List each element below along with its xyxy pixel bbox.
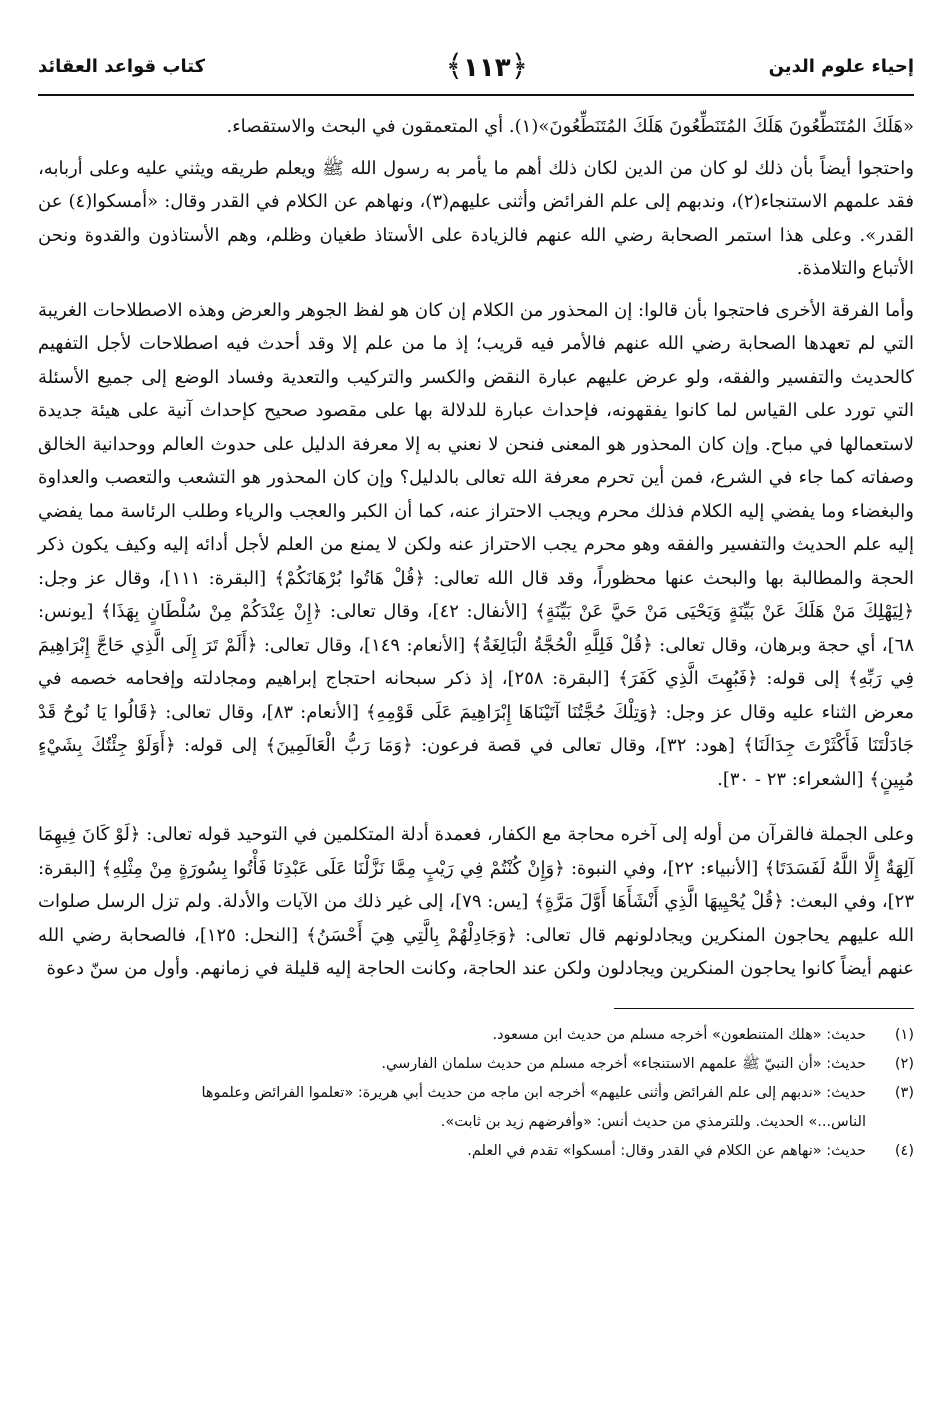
header-divider (38, 94, 914, 96)
footnote-number: (٤) (894, 1142, 914, 1159)
footnote-text: حديث: «ندبهم إلى علم الفرائض وأثنى عليهم» أخرجه ابن ماجه من حديث أبي هريرة: «تعلموا الفرائض وعلموها (201, 1084, 866, 1101)
footnote-3-continuation: الناس...» الحديث. وللترمذي من حديث أنس: «وأفرضهم زيد بن ثابت». (440, 1113, 866, 1130)
footnote-divider (614, 1008, 914, 1009)
page-number-value: ١١٣ (463, 52, 511, 83)
footnote-1 (38, 1021, 914, 1050)
book-title: إحياء علوم الدين (768, 55, 914, 77)
footnote-4 (38, 1137, 914, 1166)
ornament-right-icon: ﴿ (510, 48, 529, 84)
chapter-title: كتاب قواعد العقائد (38, 55, 206, 77)
ornament-left-icon: ﴾ (445, 48, 464, 84)
page-number (445, 49, 528, 84)
paragraph-4: وعلى الجملة فالقرآن من أوله إلى آخره محاجة مع الكفار، فعمدة أدلة المتكلمين في التوحيد قوله تعالى: ﴿لَوْ كَانَ فِيهِمَا آلِهَةٌ إِلَّا اللَّهُ لَفَسَدَتَا﴾ [الأنبياء: ٢٢]، وفي النبوة: ﴿وَإِنْ كُنْتُمْ فِي رَيْبٍ مِمَّا نَزَّلْنَا عَلَى عَبْدِنَا فَأْتُوا بِسُورَةٍ مِنْ مِثْلِهِ﴾ [البقرة: ٢٣]، وفي البعث: ﴿قُلْ يُحْيِيهَا الَّذِي أَنْشَأَهَا أَوَّلَ مَرَّةٍ﴾ [يس: ٧٩]، إلى غير ذلك من الآيات والأدلة. ولم تزل الرسل صلوات الله عليهم يحاجون المنكرين ويجادلونهم قال تعالى: ﴿وَجَادِلْهُمْ بِالَّتِي هِيَ أَحْسَنُ﴾ [النحل: ١٢٥]، فالصحابة رضي الله عنهم أيضاً كانوا يحاجون المنكرين ويجادلون ولكن عند الحاجة، وكانت الحاجة إليه قليلة في زمانهم. وأول من سنّ دعوة (38, 824, 915, 979)
footnote-number: (١) (894, 1026, 914, 1043)
footnote-number: (٢) (894, 1055, 914, 1072)
paragraph-3: وأما الفرقة الأخرى فاحتجوا بأن قالوا: إن المحذور من الكلام إن كان هو لفظ الجوهر والعرض وهذه الاصطلاحات الغريبة التي لم تعهدها الصحابة رضي الله عنهم فالأمر فيه قريب؛ إذ ما من علم إلا وقد أحدث فيه اصطلاحات لأجل التفهيم كالحديث والتفسير والفقه، ولو عرض عليهم عبارة النقض والكسر والتركيب والتعدية وفساد الوضع إلى جميع الأسئلة التي تورد على القياس لما كانوا يفقهونه، فإحداث عبارة للدلالة بها على مقصود صحيح كإحداث آنية على هيئة جديدة لاستعمالها في مباح. وإن كان المحذور هو المعنى فنحن لا نعني به إلا معرفة الدليل على حدوث العالم ووحدانية الخالق وصفاته كما جاء في الشرع، فمن أين تحرم معرفة الله تعالى بالدليل؟ وإن كان المحذور هو التشعب والتعصب والعداوة والبغضاء وما يفضي إليه الكلام فذلك محرم ويجب الاحتراز عنه، كما أن الكبر والعجب والرياء وطلب الرئاسة مما يفضي إليه علم الحديث والتفسير والفقه وهو محرم يجب الاحتراز عنه ولكن لا يمنع من العلم لأجل أدائه إليه وكيف يكون ذكر الحجة والمطالبة بها والبحث عنها محظوراً، وقد قال الله تعالى: ﴿قُلْ هَاتُوا بُرْهَانَكُمْ﴾ [البقرة: ١١١]، وقال عز وجل: ﴿لِيَهْلِكَ مَنْ هَلَكَ عَنْ بَيِّنَةٍ وَيَحْيَى مَنْ حَيَّ عَنْ بَيِّنَةٍ﴾ [الأنفال: ٤٢]، وقال تعالى: ﴿إِنْ عِنْدَكُمْ مِنْ سُلْطَانٍ بِهَذَا﴾ [يونس: ٦٨]، أي حجة وبرهان، وقال تعالى: ﴿قُلْ فَلِلَّهِ الْحُجَّةُ الْبَالِغَةُ﴾ [الأنعام: ١٤٩]، وقال تعالى: ﴿أَلَمْ تَرَ إِلَى الَّذِي حَاجَّ إِبْرَاهِيمَ فِي رَبِّهِ﴾ إلى قوله: ﴿فَبُهِتَ الَّذِي كَفَرَ﴾ [البقرة: ٢٥٨]، إذ ذكر سبحانه احتجاج إبراهيم ومجادلته وإفحامه خصمه في معرض الثناء عليه وقال عز وجل: ﴿وَتِلْكَ حُجَّتُنَا آتَيْنَاهَا إِبْرَاهِيمَ عَلَى قَوْمِهِ﴾ [الأنعام: ٨٣]، وقال تعالى: ﴿قَالُوا يَا نُوحُ قَدْ جَادَلْتَنَا فَأَكْثَرْتَ جِدَالَنَا﴾ [هود: ٣٢]، وقال تعالى في قصة فرعون: ﴿وَمَا رَبُّ الْعَالَمِينَ﴾ إلى قوله: ﴿أَوَلَوْ جِئْتُكَ بِشَيْءٍ مُبِينٍ﴾ [الشعراء: ٢٣ - ٣٠]. (38, 299, 915, 790)
footnote-2 (38, 1050, 914, 1079)
paragraph-2: واحتجوا أيضاً بأن ذلك لو كان من الدين لكان ذلك أهم ما يأمر به رسول الله ﷺ ويعلم طريقه ويثني عليه وعلى أربابه، فقد علمهم الاستنجاء(٢)، وندبهم إلى علم الفرائض وأثنى عليهم(٣)، ونهاهم عن الكلام في القدر وقال: «أمسكوا(٤) عن القدر». وعلى هذا استمر الصحابة رضي الله عنهم فالزيادة على الأستاذ طغيان وظلم، وهم الأستاذون والقدوة ونحن الأتباع والتلامذة. (38, 157, 914, 279)
footnote-text: حديث: «أن النبيّ ﷺ علمهم الاستنجاء» أخرجه مسلم من حديث سلمان الفارسي. (381, 1055, 866, 1072)
footnotes (38, 1021, 914, 1166)
footnote-text: حديث: «نهاهم عن الكلام في القدر وقال: أمسكوا» تقدم في العلم. (467, 1142, 866, 1159)
paragraph-1: «هَلَكَ المُتَنَطِّعُونَ هَلَكَ المُتَنَطِّعُونَ هَلَكَ المُتَنَطِّعُونَ»(١). أي المتعمقون في البحث والاستقصاء. (226, 116, 914, 137)
footnote-number: (٣) (894, 1084, 914, 1101)
page-header (38, 40, 914, 92)
footnote-text: حديث: «هلك المتنطعون» أخرجه مسلم من حديث ابن مسعود. (492, 1026, 866, 1043)
footnote-3 (38, 1079, 914, 1108)
main-text (38, 110, 914, 986)
